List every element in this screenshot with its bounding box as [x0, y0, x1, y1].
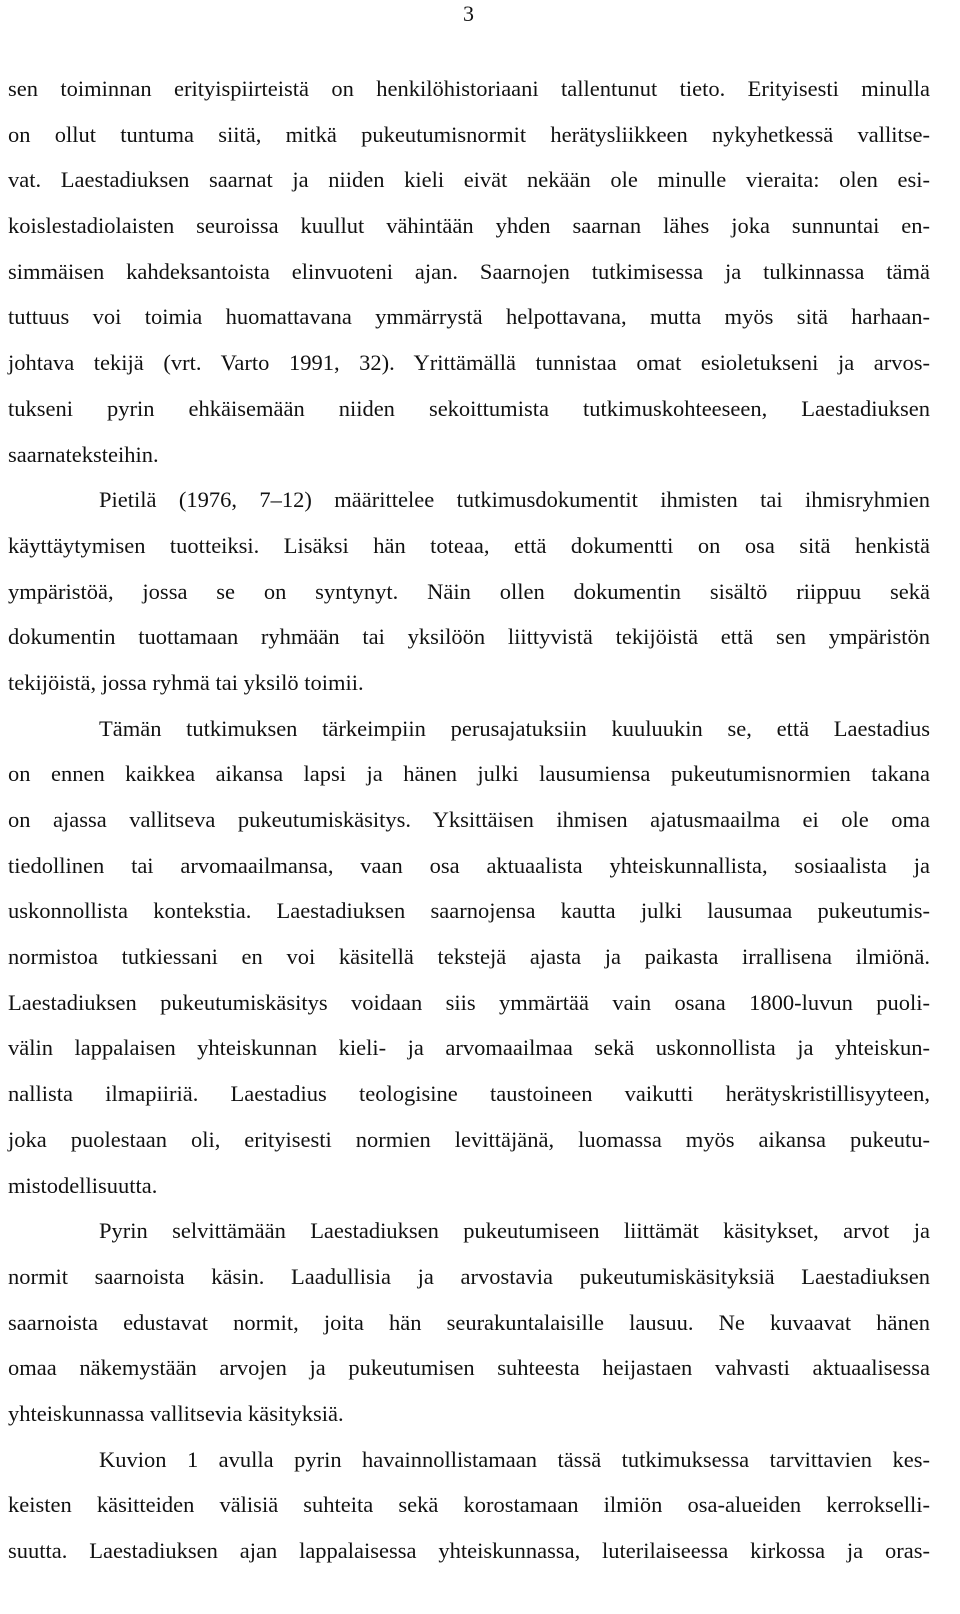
text-line: Pyrin selvittämään Laestadiuksen pukeutumiseen liittämät käsitykset, arvot ja	[99, 1218, 930, 1244]
text-line: tukseni pyrin ehkäisemään niiden sekoittumista tutkimuskohteeseen, Laestadiuksen	[8, 395, 930, 421]
text-line: saarnateksteihin.	[8, 441, 159, 467]
text-line: tekijöistä, jossa ryhmä tai yksilö toimii.	[8, 669, 364, 695]
text-line: normistoa tutkiessani en voi käsitellä tekstejä ajasta ja paikasta irrallisena ilmiönä.	[8, 944, 930, 970]
text-line: uskonnollista kontekstia. Laestadiuksen saarnojensa kautta julki lausumaa pukeutumis-	[8, 898, 930, 924]
text-line: dokumentin tuottamaan ryhmään tai yksilöön liittyvistä tekijöistä että sen ympäristön	[8, 624, 930, 650]
text-line: tiedollinen tai arvomaailmansa, vaan osa aktuaalista yhteiskunnallista, sosiaalista ja	[8, 852, 930, 878]
text-line: simmäisen kahdeksantoista elinvuoteni ajan. Saarnojen tutkimisessa ja tulkinnassa tämä	[8, 258, 930, 284]
text-line: on ajassa vallitseva pukeutumiskäsitys. Yksittäisen ihmisen ajatusmaailma ei ole oma	[8, 807, 930, 832]
body-text	[8, 66, 930, 1574]
text-line: Tämän tutkimuksen tärkeimpiin perusajatuksiin kuuluukin se, että Laestadius	[99, 715, 930, 741]
text-line: saarnoista edustavat normit, joita hän seurakuntalaisille lausuu. Ne kuvaavat hänen	[8, 1309, 930, 1335]
text-line: tuttuus voi toimia huomattavana ymmärrystä helpottavana, mutta myös sitä harhaan-	[8, 304, 930, 330]
page-number: 3	[463, 1, 474, 26]
text-line: Pietilä (1976, 7–12) määrittelee tutkimusdokumentit ihmisten tai ihmisryhmien	[99, 487, 930, 513]
text-line: normit saarnoista käsin. Laadullisia ja arvostavia pukeutumiskäsityksiä Laestadiuksen	[8, 1263, 930, 1289]
text-line: suutta. Laestadiuksen ajan lappalaisessa yhteiskunnassa, luterilaiseessa kirkossa ja oras-	[8, 1538, 930, 1563]
text-line: johtava tekijä (vrt. Varto 1991, 32). Yrittämällä tunnistaa omat esioletukseni ja arvos-	[8, 350, 930, 376]
text-line: omaa näkemystään arvojen ja pukeutumisen suhteesta heijastaen vahvasti aktuaalisessa	[8, 1355, 930, 1381]
text-line: on ollut tuntuma siitä, mitkä pukeutumisnormit herätysliikkeen nykyhetkessä vallitse-	[8, 121, 930, 147]
text-line: ympäristöä, jossa se on syntynyt. Näin ollen dokumentin sisältö riippuu sekä	[8, 578, 930, 604]
text-line: käyttäytymisen tuotteiksi. Lisäksi hän toteaa, että dokumentti on osa sitä henkistä	[8, 532, 930, 558]
text-line: yhteiskunnassa vallitsevia käsityksiä.	[8, 1400, 344, 1426]
text-line: koislestadiolaisten seuroissa kuullut vähintään yhden saarnan lähes joka sunnuntai en-	[8, 213, 930, 239]
text-line: joka puolestaan oli, erityisesti normien levittäjänä, luomassa myös aikansa pukeutu-	[8, 1126, 930, 1152]
text-line: sen toiminnan erityispiirteistä on henkilöhistoriaani tallentunut tieto. Erityisesti minulla	[8, 76, 930, 101]
text-line: nallista ilmapiiriä. Laestadius teologisine taustoineen vaikutti herätyskristillisyyteen,	[8, 1081, 930, 1107]
text-line: Kuvion 1 avulla pyrin havainnollistamaan tässä tutkimuksessa tarvittavien kes-	[99, 1446, 930, 1472]
text-line: Laestadiuksen pukeutumiskäsitys voidaan siis ymmärtää vain osana 1800-luvun puoli-	[8, 989, 930, 1015]
text-line: vat. Laestadiuksen saarnat ja niiden kieli eivät nekään ole minulle vieraita: olen esi-	[8, 167, 930, 193]
text-line: välin lappalaisen yhteiskunnan kieli- ja arvomaailmaa sekä uskonnollista ja yhteiskun-	[8, 1035, 930, 1061]
text-line: mistodellisuutta.	[8, 1172, 158, 1198]
text-line: keisten käsitteiden välisiä suhteita sekä korostamaan ilmiön osa-alueiden kerrokselli-	[8, 1492, 930, 1518]
text-line: on ennen kaikkea aikansa lapsi ja hänen julki lausumiensa pukeutumisnormien takana	[8, 761, 930, 787]
